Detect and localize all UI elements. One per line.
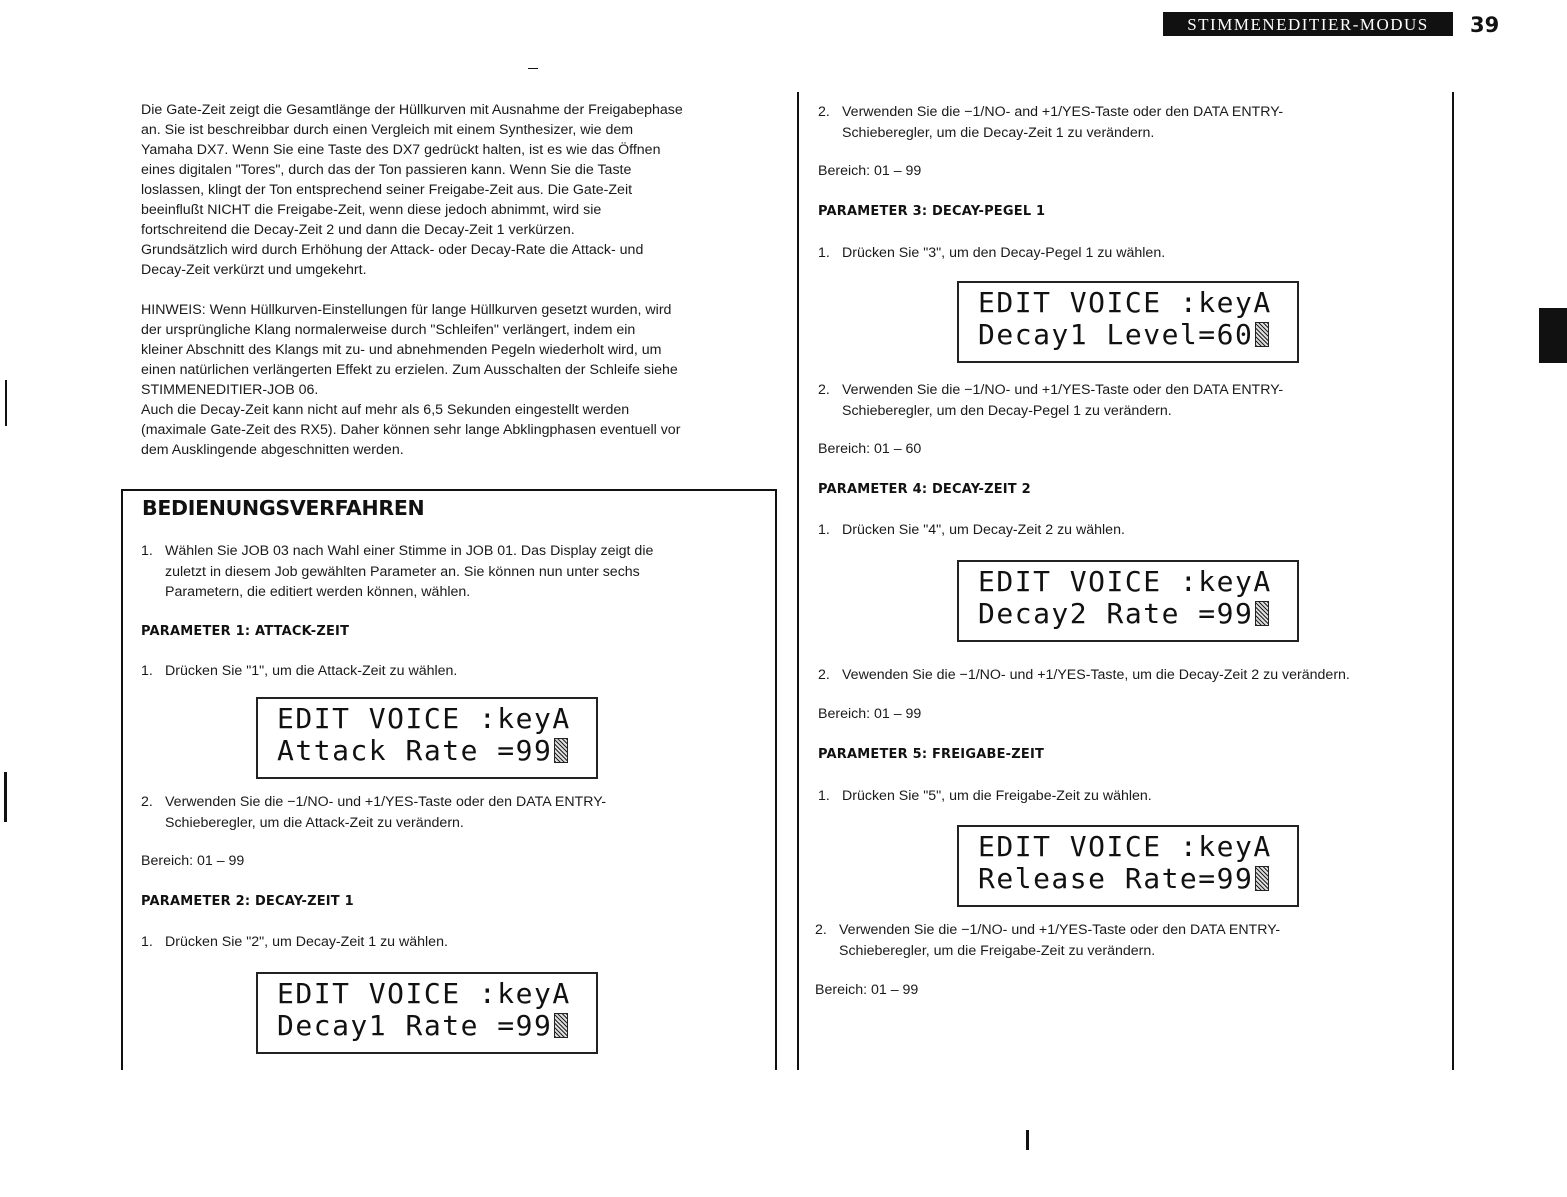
column-divider-left	[797, 92, 799, 1070]
section-box-top	[121, 489, 777, 491]
lcd-line-1: EDIT VOICE :keyA	[277, 977, 571, 1010]
step-number: 2.	[818, 382, 830, 398]
scan-mark	[5, 380, 7, 426]
text-line: Parametern, die editiert werden können, wählen.	[165, 584, 471, 600]
parameter-3-step-2	[818, 380, 1438, 421]
text-line: HINWEIS: Wenn Hüllkurven-Einstellungen für lange Hüllkurven gesetzt wurden, wird	[141, 302, 672, 318]
parameter-4-range: Bereich: 01 – 99	[818, 706, 922, 722]
parameter-4-step-2	[818, 665, 1448, 686]
step-number: 2.	[141, 794, 153, 810]
lcd-line-1: EDIT VOICE :keyA	[978, 830, 1272, 863]
step-text: Drücken Sie "1", um die Attack-Zeit zu wählen.	[165, 663, 458, 679]
parameter-3-step-1	[818, 243, 1438, 264]
parameter-3-heading: PARAMETER 3: DECAY-PEGEL 1	[818, 204, 1046, 219]
lcd-line-1: EDIT VOICE :keyA	[978, 286, 1272, 319]
section-box-left	[121, 489, 123, 1070]
scan-mark	[4, 772, 7, 822]
text-line: STIMMENEDITIER-JOB 06.	[141, 382, 319, 398]
text-line: Auch die Decay-Zeit kann nicht auf mehr als 6,5 Sekunden eingestellt werden	[141, 402, 630, 418]
step-number: 1.	[818, 245, 830, 261]
lcd-display-decay1-level	[957, 281, 1299, 363]
lcd-line-2: Release Rate=99	[978, 862, 1254, 895]
step-number: 2.	[815, 922, 827, 938]
step-number: 1.	[141, 663, 153, 679]
step-text: Drücken Sie "5", um die Freigabe-Zeit zu wählen.	[842, 788, 1152, 804]
text-line: Die Gate-Zeit zeigt die Gesamtlänge der Hüllkurven mit Ausnahme der Freigabephase	[141, 102, 683, 118]
lcd-display-decay2-rate	[957, 560, 1299, 642]
parameter-4-step-1	[818, 520, 1438, 541]
step-text: Drücken Sie "3", um den Decay-Pegel 1 zu wählen.	[842, 245, 1166, 261]
step-number: 2.	[818, 667, 830, 683]
lcd-line-2: Decay1 Level=60	[978, 318, 1254, 351]
lcd-cursor-icon	[554, 738, 568, 763]
page-number: 39	[1470, 13, 1500, 37]
parameter-5-step-2	[815, 920, 1435, 961]
lcd-line-1: EDIT VOICE :keyA	[277, 702, 571, 735]
lcd-cursor-icon	[1255, 601, 1269, 626]
lcd-line-1: EDIT VOICE :keyA	[978, 565, 1272, 598]
step-text: Drücken Sie "4", um Decay-Zeit 2 zu wählen.	[842, 522, 1125, 538]
parameter-1-step-2	[141, 792, 761, 833]
text-line: Yamaha DX7. Wenn Sie eine Taste des DX7 gedrückt halten, ist es wie das Öffnen	[141, 142, 661, 158]
step-select-job	[141, 541, 761, 603]
lcd-line-2: Attack Rate =99	[277, 734, 553, 767]
step-text: Drücken Sie "2", um Decay-Zeit 1 zu wählen.	[165, 934, 448, 950]
parameter-5-step-1	[818, 786, 1438, 807]
side-tab-marker	[1539, 308, 1567, 363]
column-divider-right	[1452, 92, 1454, 1070]
step-number: 1.	[141, 543, 153, 559]
lcd-display-release-rate	[957, 825, 1299, 907]
step-number: 1.	[818, 522, 830, 538]
text-line: eines digitalen "Tores", durch das der Ton passieren kann. Wenn Sie die Taste	[141, 162, 632, 178]
text-line: der ursprüngliche Klang normalerweise durch "Schleifen" verlängert, indem ein	[141, 322, 636, 338]
lcd-display-attack	[256, 697, 598, 779]
lcd-display-decay1-rate	[256, 972, 598, 1054]
text-line: Grundsätzlich wird durch Erhöhung der Attack- oder Decay-Rate die Attack- und	[141, 242, 644, 258]
lcd-line-2: Decay1 Rate =99	[277, 1009, 553, 1042]
chapter-header: STIMMENEDITIER-MODUS	[1163, 12, 1453, 36]
parameter-5-heading: PARAMETER 5: FREIGABE-ZEIT	[818, 747, 1045, 762]
text-line: dem Ausklingende abgeschnitten werden.	[141, 442, 404, 458]
step-text: Vewenden Sie die −1/NO- und +1/YES-Taste, um die Decay-Zeit 2 zu verändern.	[842, 667, 1350, 683]
section-title: BEDIENUNGSVERFAHREN	[142, 496, 425, 520]
note-paragraph	[141, 300, 781, 460]
parameter-2-step-1	[141, 932, 761, 953]
step-number: 2.	[818, 104, 830, 120]
parameter-2-range: Bereich: 01 – 99	[818, 163, 922, 179]
parameter-2-heading: PARAMETER 2: DECAY-ZEIT 1	[141, 894, 354, 909]
text-line: Verwenden Sie die −1/NO- und +1/YES-Taste oder den DATA ENTRY-	[839, 922, 1281, 938]
section-box-right	[775, 489, 777, 1070]
step-number: 1.	[141, 934, 153, 950]
text-line: Verwenden Sie die −1/NO- und +1/YES-Taste oder den DATA ENTRY-	[842, 382, 1284, 398]
text-line: an. Sie ist beschreibbar durch einen Vergleich mit einem Synthesizer, wie dem	[141, 122, 634, 138]
parameter-4-heading: PARAMETER 4: DECAY-ZEIT 2	[818, 482, 1031, 497]
text-line: zuletzt in diesem Job gewählten Parameter an. Sie können nun unter sechs	[165, 563, 640, 580]
lcd-line-2: Decay2 Rate =99	[978, 597, 1254, 630]
text-line: Schieberegler, um die Decay-Zeit 1 zu verändern.	[842, 124, 1155, 141]
text-line: Verwenden Sie die −1/NO- und +1/YES-Taste oder den DATA ENTRY-	[165, 794, 607, 810]
text-line: (maximale Gate-Zeit des RX5). Daher können sehr lange Abklingphasen eventuell vor	[141, 422, 681, 438]
text-line: fortschreitend die Decay-Zeit 2 und dann die Decay-Zeit 1 verkürzen.	[141, 222, 575, 238]
text-line: Wählen Sie JOB 03 nach Wahl einer Stimme in JOB 01. Das Display zeigt die	[165, 543, 654, 559]
lcd-cursor-icon	[1255, 866, 1269, 891]
text-line: Schieberegler, um die Freigabe-Zeit zu verändern.	[839, 942, 1156, 959]
parameter-3-range: Bereich: 01 – 60	[818, 441, 922, 457]
scan-mark	[1026, 1130, 1029, 1150]
parameter-1-range: Bereich: 01 – 99	[141, 853, 245, 869]
lcd-cursor-icon	[1255, 322, 1269, 347]
text-line: Schieberegler, um die Attack-Zeit zu verändern.	[165, 814, 464, 831]
parameter-5-range: Bereich: 01 – 99	[815, 982, 919, 998]
lcd-cursor-icon	[554, 1013, 568, 1038]
text-line: Schieberegler, um den Decay-Pegel 1 zu verändern.	[842, 402, 1172, 419]
text-line: kleiner Abschnitt des Klangs mit zu- und abnehmenden Pegeln wiederholt wird, um	[141, 342, 662, 358]
text-line: loslassen, klingt der Ton entsprechend seiner Freigabe-Zeit aus. Die Gate-Zeit	[141, 182, 633, 198]
text-line: Decay-Zeit verkürzt und umgekehrt.	[141, 262, 367, 278]
parameter-1-step-1	[141, 661, 761, 682]
parameter-1-heading: PARAMETER 1: ATTACK-ZEIT	[141, 624, 350, 639]
step-number: 1.	[818, 788, 830, 804]
text-line: einen natürlichen verlängerten Effekt zu erzielen. Zum Ausschalten der Schleife siehe	[141, 362, 678, 378]
text-line: Verwenden Sie die −1/NO- and +1/YES-Taste oder den DATA ENTRY-	[842, 104, 1284, 120]
text-line: beeinflußt NICHT die Freigabe-Zeit, wenn diese jedoch abnimmt, wird sie	[141, 202, 602, 218]
scan-mark	[528, 68, 538, 69]
parameter-2-step-2	[818, 102, 1438, 143]
intro-paragraph	[141, 100, 781, 280]
